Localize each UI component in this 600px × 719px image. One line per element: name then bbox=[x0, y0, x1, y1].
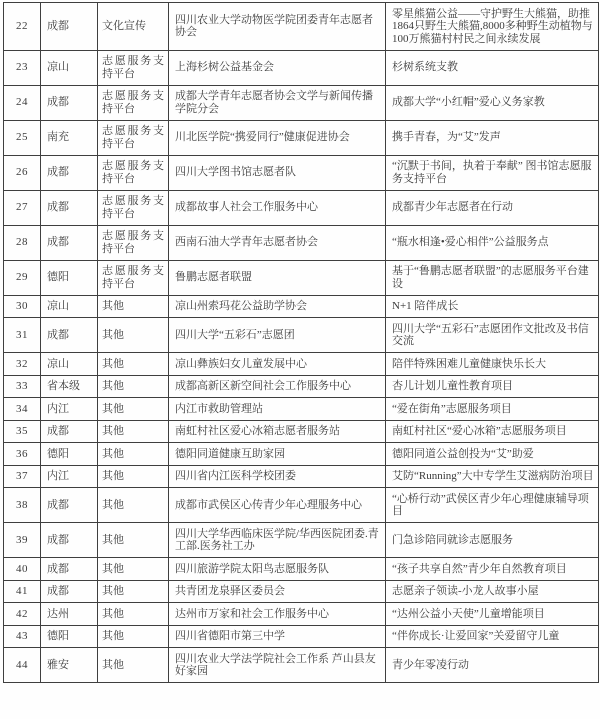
project-cell: 德阳同道公益创投为“艾”助爱 bbox=[386, 443, 599, 466]
project-cell: “爱在街角”志愿服务项目 bbox=[386, 398, 599, 421]
region-cell: 成都 bbox=[41, 420, 98, 443]
row-number-cell: 26 bbox=[4, 155, 41, 190]
organization-cell: 四川大学图书馆志愿者队 bbox=[169, 155, 386, 190]
table-row bbox=[4, 603, 599, 626]
row-number-cell: 31 bbox=[4, 318, 41, 353]
category-cell: 其他 bbox=[98, 648, 169, 683]
region-cell: 德阳 bbox=[41, 260, 98, 295]
category-cell: 其他 bbox=[98, 558, 169, 581]
project-cell: 青少年零凌行动 bbox=[386, 648, 599, 683]
volunteer-organizations-table bbox=[3, 2, 599, 683]
row-number-cell: 42 bbox=[4, 603, 41, 626]
region-cell: 成都 bbox=[41, 488, 98, 523]
table-row bbox=[4, 558, 599, 581]
category-cell: 其他 bbox=[98, 375, 169, 398]
project-cell: “达州公益小天使”儿童增能项目 bbox=[386, 603, 599, 626]
table-row bbox=[4, 50, 599, 85]
table-row bbox=[4, 260, 599, 295]
table-row bbox=[4, 488, 599, 523]
row-number-cell: 28 bbox=[4, 225, 41, 260]
organization-cell: 德阳同道健康互助家园 bbox=[169, 443, 386, 466]
table-row bbox=[4, 625, 599, 648]
region-cell: 成都 bbox=[41, 3, 98, 51]
region-cell: 成都 bbox=[41, 225, 98, 260]
category-cell: 志愿服务支持平台 bbox=[98, 155, 169, 190]
region-cell: 凉山 bbox=[41, 353, 98, 376]
category-cell: 文化宣传 bbox=[98, 3, 169, 51]
project-cell: 陪伴特殊困难儿童健康快乐长大 bbox=[386, 353, 599, 376]
row-number-cell: 34 bbox=[4, 398, 41, 421]
organization-cell: 共青团龙泉驿区委员会 bbox=[169, 580, 386, 603]
project-cell: 基于“鲁鹏志愿者联盟”的志愿服务平台建设 bbox=[386, 260, 599, 295]
project-cell: “沉默于书间，执着于奉献” 图书馆志愿服务支持平台 bbox=[386, 155, 599, 190]
table-row bbox=[4, 443, 599, 466]
project-cell: 艾防“Running”大中专学生艾滋病防治项目 bbox=[386, 465, 599, 488]
category-cell: 其他 bbox=[98, 295, 169, 318]
region-cell: 省本级 bbox=[41, 375, 98, 398]
table-row bbox=[4, 85, 599, 120]
row-number-cell: 27 bbox=[4, 190, 41, 225]
region-cell: 成都 bbox=[41, 558, 98, 581]
region-cell: 成都 bbox=[41, 523, 98, 558]
region-cell: 成都 bbox=[41, 85, 98, 120]
table-row bbox=[4, 648, 599, 683]
organization-cell: 四川农业大学法学院社会工作系 芦山县友好家园 bbox=[169, 648, 386, 683]
category-cell: 其他 bbox=[98, 465, 169, 488]
region-cell: 成都 bbox=[41, 580, 98, 603]
table-row bbox=[4, 295, 599, 318]
organization-cell: 鲁鹏志愿者联盟 bbox=[169, 260, 386, 295]
table-row bbox=[4, 465, 599, 488]
category-cell: 其他 bbox=[98, 625, 169, 648]
project-cell: 南虹村社区“爱心冰箱”志愿服务项目 bbox=[386, 420, 599, 443]
row-number-cell: 41 bbox=[4, 580, 41, 603]
category-cell: 其他 bbox=[98, 523, 169, 558]
row-number-cell: 38 bbox=[4, 488, 41, 523]
row-number-cell: 39 bbox=[4, 523, 41, 558]
category-cell: 其他 bbox=[98, 580, 169, 603]
organization-cell: 四川农业大学动物医学院团委青年志愿者协会 bbox=[169, 3, 386, 51]
table-row bbox=[4, 190, 599, 225]
category-cell: 志愿服务支持平台 bbox=[98, 260, 169, 295]
table-row bbox=[4, 120, 599, 155]
row-number-cell: 24 bbox=[4, 85, 41, 120]
category-cell: 其他 bbox=[98, 353, 169, 376]
row-number-cell: 22 bbox=[4, 3, 41, 51]
row-number-cell: 30 bbox=[4, 295, 41, 318]
project-cell: 携手青春，为“艾”发声 bbox=[386, 120, 599, 155]
region-cell: 南充 bbox=[41, 120, 98, 155]
category-cell: 志愿服务支持平台 bbox=[98, 85, 169, 120]
organization-cell: 上海杉树公益基金会 bbox=[169, 50, 386, 85]
organization-cell: 内江市救助管理站 bbox=[169, 398, 386, 421]
table-row bbox=[4, 353, 599, 376]
organization-cell: 四川省内江医科学校团委 bbox=[169, 465, 386, 488]
table-row bbox=[4, 3, 599, 51]
table-row bbox=[4, 420, 599, 443]
organization-cell: 川北医学院“携爱同行”健康促进协会 bbox=[169, 120, 386, 155]
row-number-cell: 43 bbox=[4, 625, 41, 648]
row-number-cell: 36 bbox=[4, 443, 41, 466]
project-cell: 成都青少年志愿者在行动 bbox=[386, 190, 599, 225]
table-row bbox=[4, 375, 599, 398]
region-cell: 内江 bbox=[41, 465, 98, 488]
project-cell: 门急诊陪同就诊志愿服务 bbox=[386, 523, 599, 558]
organization-cell: 凉山彝族妇女儿童发展中心 bbox=[169, 353, 386, 376]
organization-cell: 凉山州索玛花公益助学协会 bbox=[169, 295, 386, 318]
organization-cell: 四川大学华西临床医学院/华西医院团委.青工部.医务社工办 bbox=[169, 523, 386, 558]
category-cell: 志愿服务支持平台 bbox=[98, 225, 169, 260]
organization-cell: 成都高新区新空间社会工作服务中心 bbox=[169, 375, 386, 398]
row-number-cell: 29 bbox=[4, 260, 41, 295]
project-cell: “孩子共享自然”青少年自然教育项目 bbox=[386, 558, 599, 581]
category-cell: 其他 bbox=[98, 398, 169, 421]
region-cell: 德阳 bbox=[41, 625, 98, 648]
category-cell: 其他 bbox=[98, 443, 169, 466]
project-cell: “伴你成长·让爱回家”关爱留守儿童 bbox=[386, 625, 599, 648]
category-cell: 其他 bbox=[98, 603, 169, 626]
category-cell: 其他 bbox=[98, 318, 169, 353]
category-cell: 其他 bbox=[98, 488, 169, 523]
organization-cell: 成都故事人社会工作服务中心 bbox=[169, 190, 386, 225]
project-cell: 志愿亲子领读-小龙人故事小屋 bbox=[386, 580, 599, 603]
table-row bbox=[4, 318, 599, 353]
organization-cell: 四川旅游学院太阳鸟志愿服务队 bbox=[169, 558, 386, 581]
table-row bbox=[4, 523, 599, 558]
region-cell: 德阳 bbox=[41, 443, 98, 466]
table-body bbox=[4, 3, 599, 683]
table-row bbox=[4, 225, 599, 260]
organization-cell: 四川大学“五彩石”志愿团 bbox=[169, 318, 386, 353]
region-cell: 凉山 bbox=[41, 295, 98, 318]
region-cell: 达州 bbox=[41, 603, 98, 626]
region-cell: 凉山 bbox=[41, 50, 98, 85]
region-cell: 成都 bbox=[41, 318, 98, 353]
region-cell: 内江 bbox=[41, 398, 98, 421]
organization-cell: 成都大学青年志愿者协会文学与新闻传播学院分会 bbox=[169, 85, 386, 120]
category-cell: 其他 bbox=[98, 420, 169, 443]
project-cell: 四川大学“五彩石”志愿团作文批改及书信交流 bbox=[386, 318, 599, 353]
row-number-cell: 40 bbox=[4, 558, 41, 581]
project-cell: 杏儿计划儿童性教育项目 bbox=[386, 375, 599, 398]
organization-cell: 达州市万家和社会工作服务中心 bbox=[169, 603, 386, 626]
category-cell: 志愿服务支持平台 bbox=[98, 120, 169, 155]
project-cell: “瓶水相逢•爱心相伴”公益服务点 bbox=[386, 225, 599, 260]
row-number-cell: 35 bbox=[4, 420, 41, 443]
row-number-cell: 37 bbox=[4, 465, 41, 488]
row-number-cell: 44 bbox=[4, 648, 41, 683]
project-cell: 成都大学“小红帽”爱心义务家教 bbox=[386, 85, 599, 120]
region-cell: 雅安 bbox=[41, 648, 98, 683]
row-number-cell: 23 bbox=[4, 50, 41, 85]
category-cell: 志愿服务支持平台 bbox=[98, 50, 169, 85]
project-cell: 零星熊猫公益——守护野生大熊猫，助推1864只野生大熊猫,8000多种野生动植物与100万熊猫村村民之间永续发展 bbox=[386, 3, 599, 51]
table-row bbox=[4, 398, 599, 421]
organization-cell: 成都市武侯区心传青少年心理服务中心 bbox=[169, 488, 386, 523]
region-cell: 成都 bbox=[41, 190, 98, 225]
row-number-cell: 25 bbox=[4, 120, 41, 155]
project-cell: 杉树系统支教 bbox=[386, 50, 599, 85]
region-cell: 成都 bbox=[41, 155, 98, 190]
organization-cell: 西南石油大学青年志愿者协会 bbox=[169, 225, 386, 260]
table-row bbox=[4, 155, 599, 190]
category-cell: 志愿服务支持平台 bbox=[98, 190, 169, 225]
row-number-cell: 32 bbox=[4, 353, 41, 376]
project-cell: N+1 陪伴成长 bbox=[386, 295, 599, 318]
organization-cell: 南虹村社区爱心冰箱志愿者服务站 bbox=[169, 420, 386, 443]
project-cell: “心桥行动”武侯区青少年心理健康辅导项目 bbox=[386, 488, 599, 523]
row-number-cell: 33 bbox=[4, 375, 41, 398]
table-row bbox=[4, 580, 599, 603]
organization-cell: 四川省德阳市第三中学 bbox=[169, 625, 386, 648]
